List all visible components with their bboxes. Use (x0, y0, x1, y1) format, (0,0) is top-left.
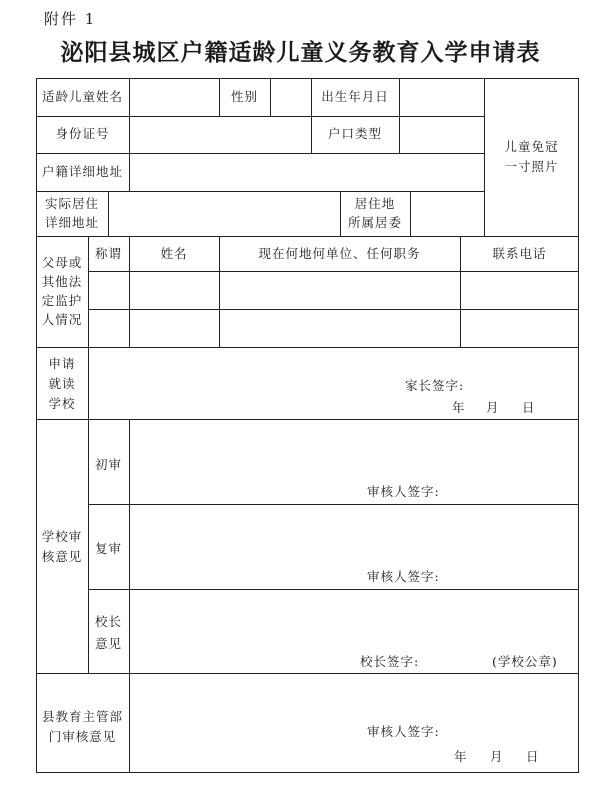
school-review-2: 核意见 (41, 549, 83, 564)
guardian-label-2: 其他法 (41, 274, 83, 289)
name-header: 姓名 (160, 246, 188, 261)
col-line-o (88, 347, 89, 419)
photo-label-line2: 一寸照片 (504, 159, 559, 174)
col-line-a (129, 78, 130, 154)
row-line-10 (88, 589, 579, 590)
second-reviewer-signature: 审核人签字: (367, 569, 440, 584)
school-review-1: 学校审 (41, 529, 83, 544)
col-line-c (270, 78, 271, 116)
gender-label: 性别 (230, 89, 258, 104)
phone-header: 联系电话 (492, 246, 547, 261)
apply-date-month: 月 (486, 400, 500, 415)
row-line-4 (36, 236, 579, 237)
first-reviewer-signature: 审核人签字: (367, 484, 440, 499)
principal-opinion-1: 校长 (94, 614, 122, 629)
id-number-label: 身份证号 (55, 126, 110, 141)
col-line-e (399, 78, 400, 154)
form-title: 泌阳县城区户籍适龄儿童义务教育入学申请表 (60, 40, 541, 66)
row-line-8 (36, 419, 579, 420)
actual-address-line1: 实际居住 (44, 196, 99, 211)
employment-header: 现在何地何单位、任何职务 (258, 246, 421, 261)
birth-date-label: 出生年月日 (321, 89, 389, 104)
county-date-day: 日 (526, 749, 540, 764)
guardian-label-1: 父母或 (41, 255, 83, 270)
apply-school-2: 就读 (48, 376, 76, 391)
apply-school-3: 学校 (48, 396, 76, 411)
row-line-3 (36, 191, 484, 192)
parent-signature-label: 家长签字: (405, 378, 465, 393)
school-seal: (学校公章) (492, 654, 558, 669)
committee-line2: 所属居委 (347, 215, 402, 230)
photo-label-line1: 儿童免冠 (504, 139, 559, 154)
guardian-label-4: 人情况 (41, 312, 83, 327)
apply-date-day: 日 (522, 400, 536, 415)
county-review-1: 县教育主管部 (41, 709, 123, 724)
row-line-9 (88, 504, 579, 505)
row-line-7 (36, 347, 579, 348)
row-line-6 (88, 309, 579, 310)
col-line-j (410, 191, 411, 236)
apply-school-1: 申请 (48, 356, 76, 371)
col-line-g (129, 153, 130, 191)
row-line-11 (36, 673, 579, 674)
apply-date-year: 年 (452, 400, 466, 415)
county-date-year: 年 (454, 749, 468, 764)
principal-signature: 校长签字: (360, 654, 420, 669)
committee-line1: 居住地 (354, 196, 396, 211)
county-reviewer-signature: 审核人签字: (367, 724, 440, 739)
row-line-5 (88, 271, 579, 272)
actual-address-line2: 详细地址 (44, 215, 99, 230)
relation-header: 称谓 (94, 246, 122, 261)
attachment-label: 附件 1 (44, 10, 97, 28)
col-line-h (108, 191, 109, 236)
hukou-address-label: 户籍详细地址 (41, 164, 123, 179)
second-review-label: 复审 (94, 541, 122, 556)
col-line-q (129, 419, 130, 673)
county-review-2: 门审核意见 (48, 729, 117, 744)
first-review-label: 初审 (94, 457, 122, 472)
child-name-label: 适龄儿童姓名 (41, 89, 123, 104)
principal-opinion-2: 意见 (94, 636, 122, 651)
row-line-2 (36, 153, 484, 154)
col-line-r (129, 673, 130, 773)
row-line-1 (36, 116, 484, 117)
county-date-month: 月 (490, 749, 504, 764)
guardian-label-3: 定监护 (41, 293, 83, 308)
hukou-type-label: 户口类型 (327, 126, 382, 141)
